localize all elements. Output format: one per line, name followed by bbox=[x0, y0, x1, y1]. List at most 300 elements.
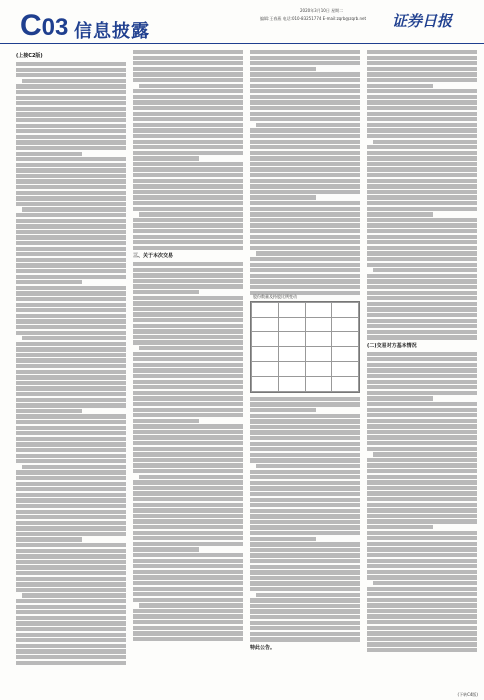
table-cell bbox=[278, 332, 305, 347]
table-cell bbox=[332, 302, 359, 317]
text-line bbox=[16, 280, 82, 284]
text-line bbox=[250, 509, 360, 513]
text-line bbox=[367, 531, 477, 535]
text-line bbox=[250, 95, 360, 99]
text-line bbox=[250, 531, 360, 535]
text-line bbox=[250, 430, 360, 434]
text-line bbox=[133, 106, 243, 110]
table-cell bbox=[278, 362, 305, 377]
text-line bbox=[16, 191, 126, 195]
table-cell bbox=[332, 332, 359, 347]
text-line bbox=[367, 447, 477, 451]
text-line bbox=[367, 587, 477, 591]
text-line bbox=[16, 219, 126, 223]
text-line bbox=[133, 50, 243, 54]
text-line bbox=[250, 207, 360, 211]
text-line bbox=[16, 633, 126, 637]
text-line bbox=[367, 218, 477, 222]
text-line bbox=[250, 145, 360, 149]
text-line bbox=[16, 375, 126, 379]
text-line bbox=[133, 229, 243, 233]
text-line bbox=[133, 609, 243, 613]
text-line bbox=[133, 123, 243, 127]
text-line bbox=[139, 84, 243, 88]
table-row bbox=[252, 362, 359, 377]
text-line bbox=[367, 285, 477, 289]
text-line bbox=[250, 112, 360, 116]
table-grid bbox=[251, 302, 359, 392]
column-2 bbox=[133, 50, 243, 692]
column-heading: (二)交易对方基本情况 bbox=[367, 342, 417, 349]
text-line bbox=[16, 454, 126, 458]
text-line bbox=[367, 156, 477, 160]
column-heading: (上接C2版) bbox=[16, 53, 43, 59]
text-line bbox=[367, 486, 477, 490]
text-line bbox=[250, 570, 360, 574]
text-line bbox=[133, 452, 243, 456]
text-line bbox=[367, 631, 477, 635]
text-line bbox=[250, 195, 316, 199]
text-line bbox=[250, 173, 360, 177]
text-line bbox=[367, 173, 477, 177]
text-line bbox=[139, 475, 243, 479]
text-line bbox=[373, 452, 477, 456]
text-line bbox=[250, 481, 360, 485]
text-line bbox=[367, 626, 477, 630]
table-cell bbox=[252, 332, 279, 347]
text-line bbox=[133, 570, 243, 574]
text-line bbox=[22, 79, 126, 83]
text-line bbox=[133, 363, 243, 367]
table-cell bbox=[278, 347, 305, 362]
text-line bbox=[22, 465, 126, 469]
text-line bbox=[133, 458, 243, 462]
text-line bbox=[16, 493, 126, 497]
text-line bbox=[250, 285, 360, 289]
text-line bbox=[133, 173, 243, 177]
text-line bbox=[250, 402, 360, 406]
text-line bbox=[367, 648, 477, 652]
text-line bbox=[367, 363, 477, 367]
text-line bbox=[16, 470, 126, 474]
page-letter: C bbox=[20, 9, 42, 42]
text-line bbox=[367, 380, 477, 384]
text-line bbox=[250, 447, 360, 451]
text-line bbox=[16, 403, 126, 407]
text-line bbox=[250, 609, 360, 613]
text-line bbox=[250, 520, 360, 524]
text-line bbox=[16, 414, 126, 418]
text-line bbox=[367, 642, 477, 646]
text-line bbox=[16, 565, 126, 569]
text-line bbox=[367, 257, 477, 261]
text-line bbox=[133, 151, 243, 155]
text-line bbox=[16, 426, 126, 430]
text-line bbox=[367, 503, 477, 507]
text-line bbox=[133, 531, 243, 535]
text-line bbox=[133, 78, 243, 82]
text-line bbox=[16, 482, 126, 486]
text-line bbox=[367, 145, 477, 149]
text-line bbox=[250, 525, 360, 529]
text-line bbox=[16, 168, 126, 172]
text-line bbox=[16, 62, 126, 66]
text-line bbox=[16, 241, 126, 245]
table-row bbox=[252, 302, 359, 317]
text-line bbox=[133, 179, 243, 183]
text-line bbox=[367, 514, 477, 518]
text-line bbox=[367, 302, 477, 306]
table-cell bbox=[252, 317, 279, 332]
text-line bbox=[367, 391, 477, 395]
page-number: 03 bbox=[41, 14, 69, 41]
text-line bbox=[133, 374, 243, 378]
text-line bbox=[16, 498, 126, 502]
text-line bbox=[133, 95, 243, 99]
text-line bbox=[133, 284, 243, 288]
table-cell bbox=[332, 347, 359, 362]
text-line bbox=[16, 185, 126, 189]
table-cell bbox=[252, 347, 279, 362]
text-line bbox=[250, 453, 360, 457]
text-line bbox=[16, 577, 126, 581]
text-line bbox=[133, 424, 243, 428]
text-line bbox=[367, 463, 477, 467]
text-line bbox=[367, 519, 477, 523]
text-line bbox=[139, 212, 243, 216]
text-line bbox=[16, 554, 126, 558]
text-line bbox=[16, 386, 126, 390]
text-line bbox=[16, 174, 126, 178]
text-line bbox=[250, 246, 360, 250]
page-title: 信息披露 bbox=[74, 21, 150, 42]
table-cell bbox=[332, 317, 359, 332]
text-line bbox=[16, 459, 126, 463]
text-line bbox=[367, 274, 477, 278]
text-line bbox=[133, 620, 243, 624]
text-line bbox=[133, 312, 243, 316]
text-line bbox=[250, 117, 360, 121]
text-line bbox=[367, 637, 477, 641]
text-line bbox=[16, 487, 126, 491]
text-line bbox=[133, 408, 243, 412]
text-line bbox=[133, 268, 243, 272]
text-line bbox=[133, 56, 243, 60]
text-line bbox=[250, 274, 360, 278]
table-row bbox=[252, 347, 359, 362]
article-columns bbox=[16, 50, 476, 692]
text-line bbox=[133, 402, 243, 406]
text-line bbox=[367, 458, 477, 462]
text-line bbox=[16, 638, 126, 642]
text-line bbox=[16, 235, 126, 239]
text-line bbox=[133, 201, 243, 205]
text-line bbox=[367, 212, 433, 216]
text-line bbox=[250, 72, 360, 76]
text-line bbox=[367, 123, 477, 127]
text-line bbox=[367, 223, 477, 227]
text-line bbox=[133, 525, 243, 529]
text-line bbox=[367, 263, 477, 267]
text-line bbox=[16, 381, 126, 385]
text-line bbox=[367, 291, 477, 295]
text-line bbox=[16, 213, 126, 217]
text-line bbox=[367, 95, 477, 99]
text-line bbox=[250, 548, 360, 552]
text-line bbox=[16, 107, 126, 111]
text-line bbox=[250, 498, 360, 502]
text-line bbox=[16, 510, 126, 514]
text-line bbox=[133, 162, 243, 166]
table-cell bbox=[305, 362, 332, 377]
text-line bbox=[133, 519, 243, 523]
table-cell bbox=[305, 317, 332, 332]
text-line bbox=[16, 621, 126, 625]
table-cell bbox=[252, 376, 279, 391]
text-line bbox=[250, 486, 360, 490]
text-line bbox=[250, 89, 360, 93]
text-line bbox=[22, 207, 126, 211]
text-line bbox=[367, 195, 477, 199]
text-line bbox=[256, 593, 360, 597]
text-line bbox=[16, 297, 126, 301]
text-line bbox=[16, 275, 126, 279]
text-line bbox=[16, 90, 126, 94]
text-line bbox=[16, 202, 126, 206]
text-line bbox=[367, 61, 477, 65]
column-heading: 特此公告。 bbox=[250, 644, 276, 651]
text-line bbox=[133, 435, 243, 439]
text-line bbox=[250, 268, 360, 272]
text-line bbox=[250, 67, 316, 71]
text-line bbox=[367, 100, 477, 104]
page-header bbox=[0, 0, 484, 44]
text-line bbox=[367, 67, 477, 71]
text-line bbox=[133, 67, 243, 71]
text-line bbox=[16, 163, 126, 167]
text-line bbox=[133, 290, 199, 294]
table-cell bbox=[278, 302, 305, 317]
text-line bbox=[367, 424, 477, 428]
text-line bbox=[250, 61, 360, 65]
text-line bbox=[16, 129, 126, 133]
text-line bbox=[133, 491, 243, 495]
text-line bbox=[16, 476, 126, 480]
text-line bbox=[133, 514, 243, 518]
text-line bbox=[250, 492, 360, 496]
text-line bbox=[367, 592, 477, 596]
text-line bbox=[133, 89, 243, 93]
text-line bbox=[367, 128, 477, 132]
text-line bbox=[367, 508, 477, 512]
text-line bbox=[367, 190, 477, 194]
text-line bbox=[16, 314, 126, 318]
text-line bbox=[133, 134, 243, 138]
text-line bbox=[139, 603, 243, 607]
text-line bbox=[16, 101, 126, 105]
text-line bbox=[367, 167, 477, 171]
text-line bbox=[16, 325, 126, 329]
text-line bbox=[16, 644, 126, 648]
text-line bbox=[133, 156, 199, 160]
text-line bbox=[133, 553, 243, 557]
text-line bbox=[133, 396, 243, 400]
text-line bbox=[133, 145, 243, 149]
text-line bbox=[16, 605, 126, 609]
text-line bbox=[133, 140, 243, 144]
text-line bbox=[133, 447, 243, 451]
text-line bbox=[367, 106, 477, 110]
text-line bbox=[367, 296, 477, 300]
text-line bbox=[16, 152, 82, 156]
text-line bbox=[22, 593, 126, 597]
text-line bbox=[16, 571, 126, 575]
text-line bbox=[250, 598, 360, 602]
text-line bbox=[250, 50, 360, 54]
text-line bbox=[256, 464, 360, 468]
text-line bbox=[16, 179, 126, 183]
table-cell bbox=[305, 376, 332, 391]
text-line bbox=[16, 196, 126, 200]
text-line bbox=[367, 570, 477, 574]
text-line bbox=[133, 542, 243, 546]
text-line bbox=[133, 72, 243, 76]
table-row bbox=[252, 332, 359, 347]
text-line bbox=[133, 391, 243, 395]
text-line bbox=[16, 73, 126, 77]
text-line bbox=[367, 179, 477, 183]
text-line bbox=[16, 521, 126, 525]
text-line bbox=[367, 536, 477, 540]
text-line bbox=[367, 251, 477, 255]
text-line bbox=[133, 352, 243, 356]
text-line bbox=[250, 257, 360, 261]
table-cell bbox=[305, 302, 332, 317]
text-line bbox=[133, 463, 243, 467]
text-line bbox=[133, 184, 243, 188]
text-line bbox=[250, 503, 360, 507]
column-4 bbox=[367, 50, 477, 692]
text-line bbox=[16, 247, 126, 251]
text-line bbox=[250, 151, 360, 155]
text-line bbox=[133, 296, 243, 300]
text-line bbox=[16, 392, 126, 396]
text-line bbox=[250, 279, 360, 283]
text-line bbox=[256, 123, 360, 127]
text-line bbox=[367, 525, 433, 529]
text-line bbox=[133, 536, 243, 540]
text-line bbox=[133, 419, 199, 423]
text-line bbox=[250, 56, 360, 60]
text-line bbox=[367, 559, 477, 563]
text-line bbox=[250, 553, 360, 557]
text-line bbox=[133, 262, 243, 266]
text-line bbox=[250, 615, 360, 619]
text-line bbox=[133, 508, 243, 512]
text-line bbox=[367, 56, 477, 60]
text-line bbox=[16, 135, 126, 139]
text-line bbox=[22, 336, 126, 340]
text-line bbox=[133, 190, 243, 194]
text-line bbox=[133, 195, 243, 199]
text-line bbox=[367, 542, 477, 546]
text-line bbox=[367, 480, 477, 484]
text-line bbox=[367, 246, 477, 250]
table-row bbox=[252, 376, 359, 391]
text-line bbox=[367, 413, 477, 417]
text-line bbox=[367, 72, 477, 76]
text-line bbox=[133, 581, 243, 585]
text-line bbox=[16, 431, 126, 435]
text-line bbox=[367, 229, 477, 233]
text-line bbox=[133, 503, 243, 507]
text-line bbox=[367, 352, 477, 356]
text-line bbox=[367, 575, 477, 579]
text-line bbox=[367, 112, 477, 116]
text-line bbox=[16, 370, 126, 374]
text-line bbox=[367, 469, 477, 473]
column-1 bbox=[16, 50, 126, 692]
text-line bbox=[16, 124, 126, 128]
text-line bbox=[133, 559, 243, 563]
issue-date: 2020年3月10日 星期二 bbox=[300, 8, 344, 13]
text-line bbox=[16, 442, 126, 446]
text-line bbox=[250, 184, 360, 188]
text-line bbox=[133, 218, 243, 222]
text-line bbox=[250, 414, 360, 418]
text-line bbox=[133, 637, 243, 641]
text-line bbox=[250, 537, 316, 541]
text-line bbox=[133, 279, 243, 283]
text-line bbox=[133, 223, 243, 227]
text-line bbox=[16, 582, 126, 586]
shareholding-table bbox=[250, 293, 360, 393]
table-cell bbox=[332, 362, 359, 377]
text-line bbox=[133, 497, 243, 501]
text-line bbox=[367, 564, 477, 568]
editor-contact: 编辑:王春燕 电话:010-83251774 E-mail:zqrb@zqrb.net bbox=[260, 16, 367, 21]
text-line bbox=[250, 106, 360, 110]
table-row bbox=[252, 317, 359, 332]
text-line bbox=[367, 408, 477, 412]
text-line bbox=[133, 235, 243, 239]
text-line bbox=[16, 549, 126, 553]
text-line bbox=[16, 291, 126, 295]
text-line bbox=[367, 441, 477, 445]
text-line bbox=[133, 486, 243, 490]
text-line bbox=[373, 268, 477, 272]
text-line bbox=[133, 631, 243, 635]
text-line bbox=[16, 96, 126, 100]
text-line bbox=[367, 491, 477, 495]
text-line bbox=[250, 156, 360, 160]
table-cell bbox=[252, 362, 279, 377]
text-line bbox=[16, 252, 126, 256]
text-line bbox=[16, 649, 126, 653]
text-line bbox=[16, 319, 126, 323]
text-line bbox=[133, 329, 243, 333]
text-line bbox=[367, 313, 477, 317]
column-heading: 三、关于本次交易 bbox=[133, 253, 174, 260]
text-line bbox=[367, 307, 477, 311]
text-line bbox=[250, 78, 360, 82]
text-line bbox=[16, 515, 126, 519]
text-line bbox=[367, 357, 477, 361]
text-line bbox=[250, 240, 360, 244]
text-line bbox=[16, 263, 126, 267]
text-line bbox=[367, 614, 477, 618]
text-line bbox=[250, 235, 360, 239]
